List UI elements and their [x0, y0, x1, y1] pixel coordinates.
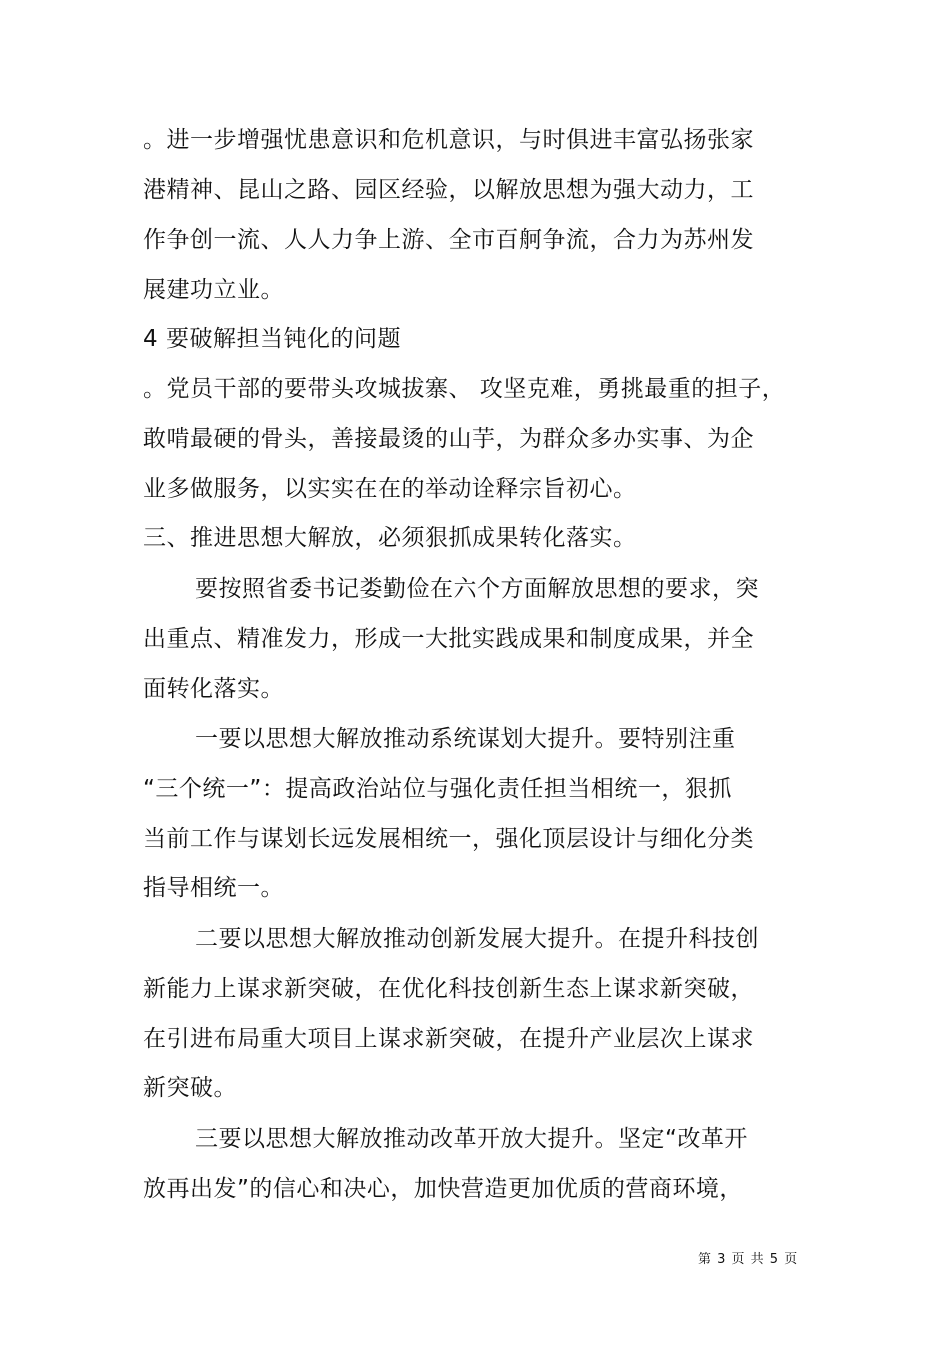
- text-line: 一要以思想大解放推动系统谋划大提升。要特别注重: [195, 726, 736, 752]
- text-line: 指导相统一。: [143, 875, 284, 901]
- text-line: 要按照省委书记娄勤俭在六个方面解放思想的要求，突: [195, 576, 759, 602]
- text-line: 。党员干部的要带头攻城拔寨、 攻坚克难，勇挑最重的担子，: [143, 376, 786, 402]
- text-line: 港精神、昆山之路、园区经验，以解放思想为强大动力，工: [143, 177, 754, 203]
- text-line: 面转化落实。: [143, 676, 284, 702]
- text-line: 新能力上谋求新突破，在优化科技创新生态上谋求新突破，: [143, 976, 754, 1002]
- text-line: 业多做服务，以实实在在的举动诠释宗旨初心。: [143, 476, 637, 502]
- section-heading: 三、推进思想大解放，必须狠抓成果转化落实。: [143, 525, 637, 551]
- text-line: 展建功立业。: [143, 277, 284, 303]
- text-line: 二要以思想大解放推动创新发展大提升。在提升科技创: [195, 926, 759, 952]
- text-line: 作争创一流、人人力争上游、全市百舸争流，合力为苏州发: [143, 227, 754, 253]
- text-line: 。进一步增强忧患意识和危机意识，与时俱进丰富弘扬张家: [143, 127, 754, 153]
- text-line: 三要以思想大解放推动改革开放大提升。坚定“改革开: [195, 1126, 748, 1152]
- text-line: “三个统一”：提高政治站位与强化责任担当相统一，狠抓: [143, 776, 732, 802]
- text-line: 放再出发”的信心和决心，加快营造更加优质的营商环境，: [143, 1176, 743, 1202]
- text-line: 在引进布局重大项目上谋求新突破，在提升产业层次上谋求: [143, 1026, 754, 1052]
- text-line: 出重点、精准发力，形成一大批实践成果和制度成果，并全: [143, 626, 754, 652]
- page-number: 第 3 页 共 5 页: [698, 1252, 799, 1267]
- section-heading: 4 要破解担当钝化的问题: [143, 326, 401, 352]
- text-line: 当前工作与谋划长远发展相统一，强化顶层设计与细化分类: [143, 826, 754, 852]
- text-line: 新突破。: [143, 1075, 237, 1101]
- text-line: 敢啃最硬的骨头，善接最烫的山芋，为群众多办实事、为企: [143, 426, 754, 452]
